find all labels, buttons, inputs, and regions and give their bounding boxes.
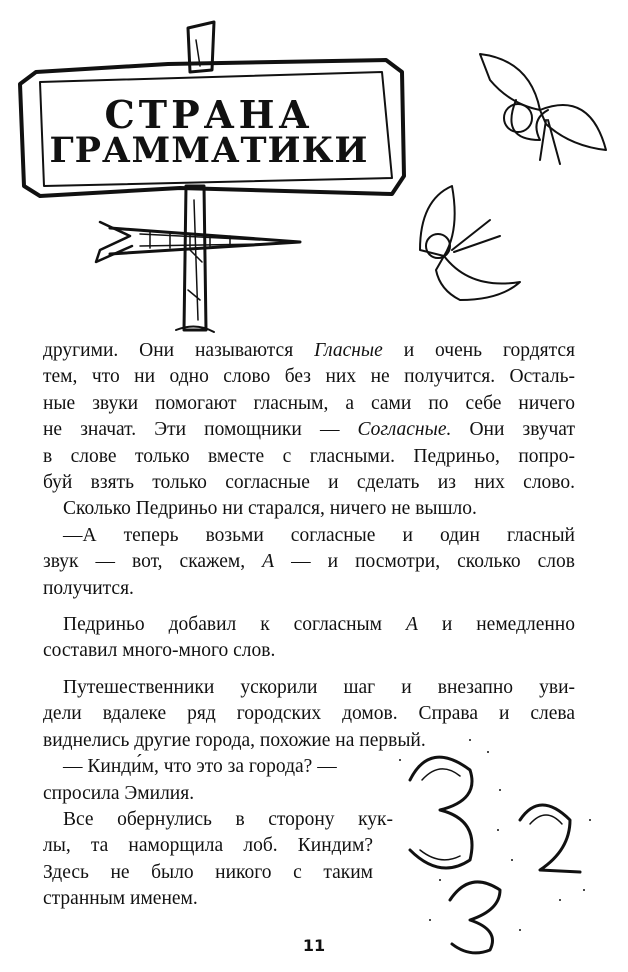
text-line: дели вдалеке ряд городских домов. Справа и слева bbox=[43, 703, 575, 725]
text-line: спросила Эмилия. bbox=[43, 782, 195, 804]
text-line: лы, та наморщила лоб. Киндим? bbox=[43, 835, 373, 857]
text-line: странным именем. bbox=[43, 888, 198, 910]
text-line: Путешественники ускорили шаг и внезапно уви- bbox=[63, 676, 575, 698]
text-line: —А теперь возьми согласные и один гласный bbox=[63, 524, 575, 546]
text-line: получится. bbox=[43, 577, 134, 599]
signpost-pole bbox=[176, 22, 214, 332]
sign-title-line-2: ГРАММАТИКИ bbox=[49, 130, 369, 171]
butterfly-top-icon bbox=[480, 54, 606, 164]
emphasis: А bbox=[262, 551, 275, 573]
text-line: звук — вот, скажем, А — и посмотри, сколько слов bbox=[43, 551, 575, 573]
text-line: Здесь не было никого с таким bbox=[43, 861, 373, 883]
body-text bbox=[43, 338, 575, 913]
emphasis: Согласные. bbox=[357, 419, 452, 441]
text-line: — Кинди́м, что это за города? — bbox=[63, 756, 337, 778]
text-line: тем, что ни одно слово без них не получится. Осталь- bbox=[43, 366, 575, 388]
text-line: другими. Они называются Гласные и очень гордятся bbox=[43, 340, 575, 361]
text-line: Педриньо добавил к согласным А и немедленно bbox=[63, 614, 575, 636]
text-line: буй взять только согласные и сделать из них слово. bbox=[43, 472, 575, 494]
butterfly-mid-icon bbox=[420, 186, 520, 300]
text-line: не значат. Эти помощники — Согласные. Они звучат bbox=[43, 419, 575, 441]
text-line: ные звуки помогают гласным, а сами по себе ничего bbox=[43, 392, 575, 414]
text-line: Сколько Педриньо ни старался, ничего не вышло. bbox=[63, 498, 477, 520]
arrow-sign bbox=[96, 222, 300, 262]
emphasis: Гласные bbox=[314, 340, 383, 361]
page-number: 11 bbox=[302, 936, 326, 955]
text-line: виднелись другие города, похожие на первый. bbox=[43, 729, 426, 751]
emphasis: А bbox=[405, 614, 418, 636]
text-line: в слове только вместе с гласными. Педриньо, попро- bbox=[43, 445, 575, 467]
text-line: составил много-много слов. bbox=[43, 640, 276, 662]
text-line: Все обернулись в сторону кук- bbox=[63, 808, 393, 830]
sign-title-line-1: СТРАНА bbox=[104, 92, 314, 137]
